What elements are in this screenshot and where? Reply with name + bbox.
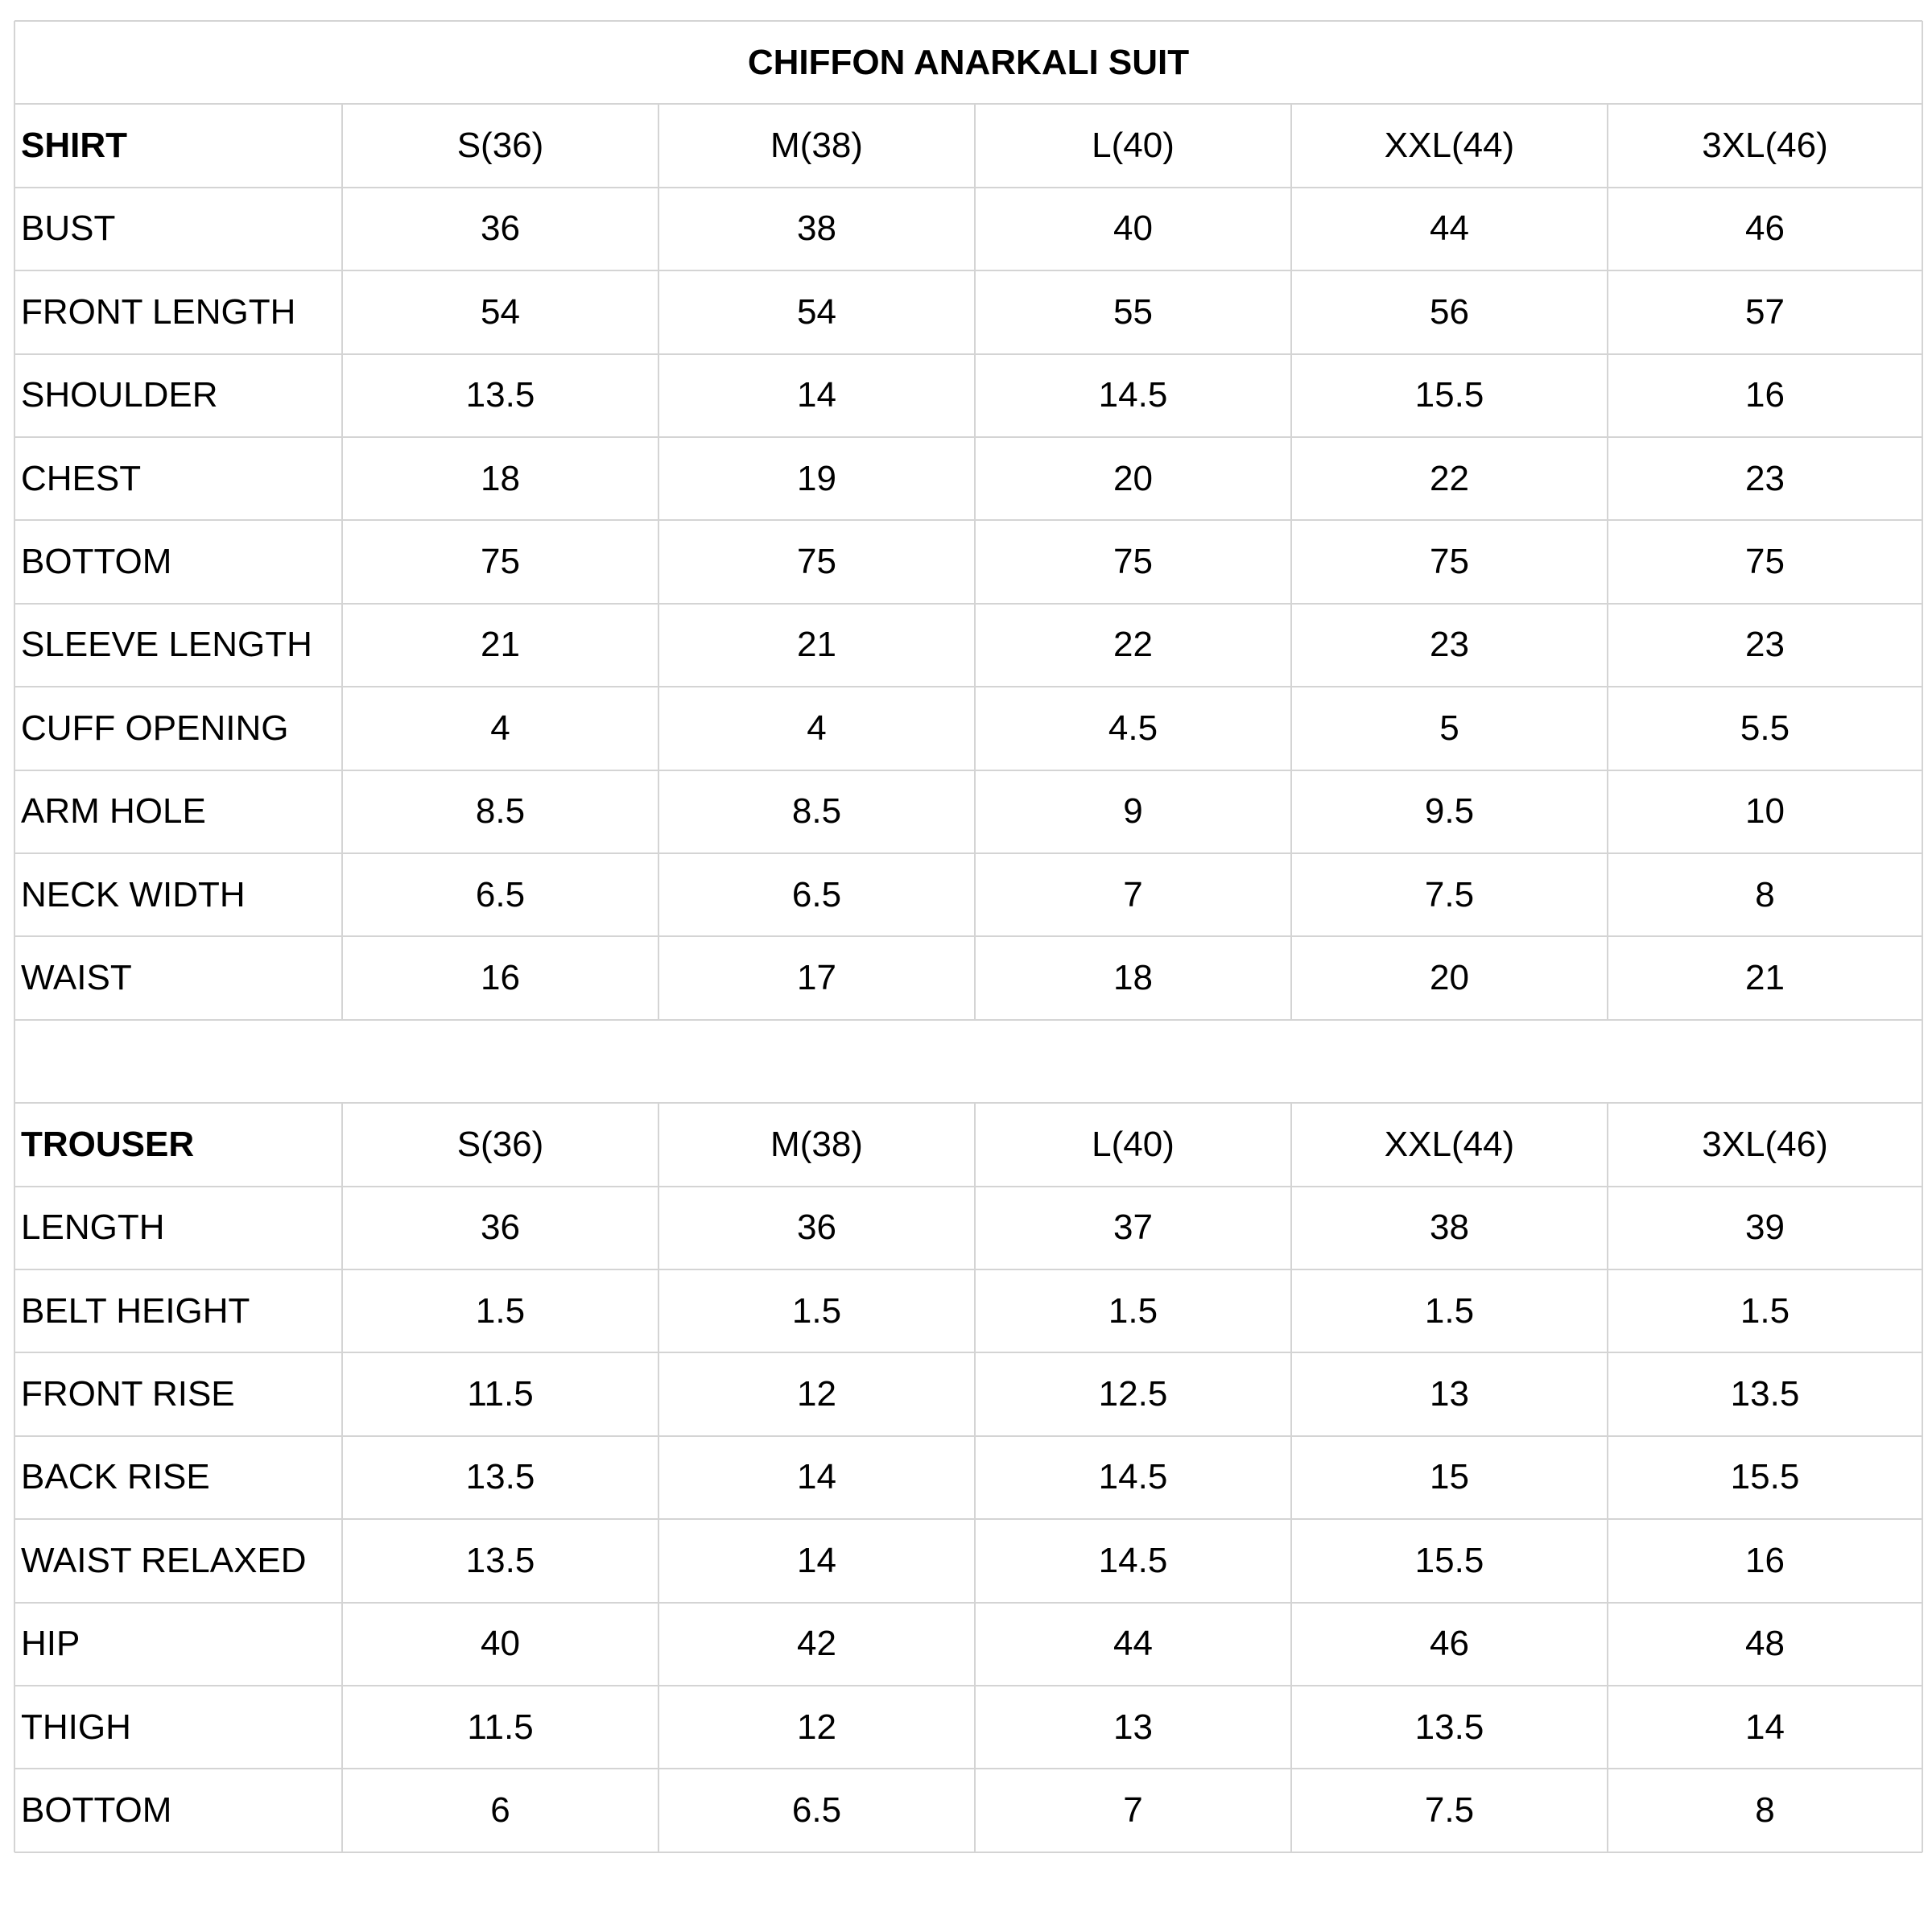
measurement-value: 46 xyxy=(1745,208,1785,249)
column-divider xyxy=(658,104,659,1019)
column-divider xyxy=(658,1103,659,1852)
measurement-value: 16 xyxy=(1745,375,1785,415)
measurement-value: 36 xyxy=(797,1208,836,1248)
measurement-value: 13.5 xyxy=(1414,1707,1484,1747)
measurement-value: 1.5 xyxy=(791,1290,842,1331)
row-divider xyxy=(14,270,1922,271)
column-divider xyxy=(1922,21,1923,1852)
measurement-value: 36 xyxy=(481,208,520,249)
measurement-value: 6.5 xyxy=(475,874,526,914)
measurement-value: 14.5 xyxy=(1098,1540,1168,1580)
column-divider xyxy=(974,1103,976,1852)
measurement-label: BUST xyxy=(21,208,116,249)
section-heading-trouser: TROUSER xyxy=(21,1124,195,1164)
measurement-value: 8.5 xyxy=(791,791,842,832)
measurement-value: 20 xyxy=(1113,458,1153,498)
row-divider xyxy=(14,1269,1922,1270)
row-divider xyxy=(14,770,1922,771)
measurement-value: 54 xyxy=(481,291,520,332)
row-divider xyxy=(14,1602,1922,1604)
measurement-value: 39 xyxy=(1745,1208,1785,1248)
column-divider xyxy=(341,104,343,1019)
measurement-value: 36 xyxy=(481,1208,520,1248)
measurement-label: CUFF OPENING xyxy=(21,708,289,748)
column-divider xyxy=(1607,104,1608,1019)
measurement-label: CHEST xyxy=(21,458,142,498)
measurement-value: 9 xyxy=(1123,791,1143,832)
measurement-value: 48 xyxy=(1745,1624,1785,1664)
measurement-value: 9.5 xyxy=(1424,791,1475,832)
measurement-value: 75 xyxy=(1745,542,1785,582)
measurement-value: 11.5 xyxy=(467,1374,534,1414)
row-divider xyxy=(14,1518,1922,1520)
measurement-value: 14.5 xyxy=(1098,375,1168,415)
measurement-label: BOTTOM xyxy=(21,542,172,582)
measurement-value: 14 xyxy=(797,1457,836,1497)
row-divider xyxy=(14,187,1922,188)
measurement-value: 14 xyxy=(797,375,836,415)
row-divider xyxy=(14,852,1922,854)
column-divider xyxy=(14,21,15,1852)
measurement-value: 15 xyxy=(1430,1457,1469,1497)
measurement-value: 19 xyxy=(797,458,836,498)
measurement-value: 15.5 xyxy=(1414,1540,1484,1580)
measurement-label: BOTTOM xyxy=(21,1790,172,1831)
measurement-value: 21 xyxy=(1745,958,1785,998)
row-divider xyxy=(14,1019,1922,1021)
measurement-value: 18 xyxy=(1113,958,1153,998)
row-divider xyxy=(14,436,1922,438)
measurement-value: 21 xyxy=(797,625,836,665)
measurement-value: 75 xyxy=(797,542,836,582)
measurement-value: 23 xyxy=(1430,625,1469,665)
measurement-value: 23 xyxy=(1745,625,1785,665)
measurement-value: 75 xyxy=(1113,542,1153,582)
measurement-value: 12 xyxy=(797,1374,836,1414)
measurement-value: 46 xyxy=(1430,1624,1469,1664)
measurement-value: 15.5 xyxy=(1730,1457,1800,1497)
measurement-value: 7 xyxy=(1123,1790,1143,1831)
row-divider xyxy=(14,1352,1922,1353)
measurement-value: 4 xyxy=(807,708,827,748)
row-divider xyxy=(14,935,1922,937)
measurement-label: WAIST RELAXED xyxy=(21,1540,307,1580)
measurement-value: 55 xyxy=(1113,291,1153,332)
measurement-value: 13 xyxy=(1430,1374,1469,1414)
measurement-label: BELT HEIGHT xyxy=(21,1290,250,1331)
column-divider xyxy=(1290,104,1292,1019)
measurement-value: 40 xyxy=(481,1624,520,1664)
row-divider xyxy=(14,519,1922,521)
table-title: CHIFFON ANARKALI SUIT xyxy=(747,42,1190,82)
row-divider xyxy=(14,1186,1922,1187)
measurement-label: HIP xyxy=(21,1624,80,1664)
column-divider xyxy=(341,1103,343,1852)
size-header-l40: L(40) xyxy=(1092,126,1174,166)
measurement-label: FRONT RISE xyxy=(21,1374,235,1414)
measurement-value: 12.5 xyxy=(1098,1374,1168,1414)
measurement-value: 21 xyxy=(481,625,520,665)
row-divider xyxy=(14,353,1922,355)
size-header-m38: M(38) xyxy=(770,126,863,166)
measurement-value: 4 xyxy=(490,708,510,748)
size-header-xxl44: XXL(44) xyxy=(1384,126,1515,166)
size-header-3xl46: 3XL(46) xyxy=(1702,1124,1828,1164)
measurement-value: 44 xyxy=(1113,1624,1153,1664)
measurement-value: 75 xyxy=(1430,542,1469,582)
measurement-value: 5.5 xyxy=(1740,708,1790,748)
measurement-value: 8 xyxy=(1755,874,1775,914)
column-divider xyxy=(974,104,976,1019)
measurement-value: 11.5 xyxy=(467,1707,534,1747)
measurement-value: 6 xyxy=(490,1790,510,1831)
measurement-value: 13.5 xyxy=(465,375,535,415)
row-divider xyxy=(14,1435,1922,1437)
measurement-value: 13.5 xyxy=(465,1457,535,1497)
measurement-value: 7.5 xyxy=(1424,1790,1475,1831)
measurement-value: 40 xyxy=(1113,208,1153,249)
measurement-value: 1.5 xyxy=(1740,1290,1790,1331)
measurement-value: 4.5 xyxy=(1108,708,1158,748)
measurement-label: ARM HOLE xyxy=(21,791,206,832)
row-divider xyxy=(14,1768,1922,1769)
measurement-value: 22 xyxy=(1430,458,1469,498)
measurement-value: 7 xyxy=(1123,874,1143,914)
row-divider xyxy=(14,20,1922,22)
measurement-value: 8 xyxy=(1755,1790,1775,1831)
size-header-l40: L(40) xyxy=(1092,1124,1174,1164)
row-divider xyxy=(14,1102,1922,1104)
section-heading-shirt: SHIRT xyxy=(21,126,127,166)
measurement-label: SHOULDER xyxy=(21,375,218,415)
row-divider xyxy=(14,103,1922,105)
measurement-value: 42 xyxy=(797,1624,836,1664)
measurement-value: 18 xyxy=(481,458,520,498)
measurement-value: 56 xyxy=(1430,291,1469,332)
size-header-s36: S(36) xyxy=(456,1124,544,1164)
measurement-value: 16 xyxy=(481,958,520,998)
measurement-value: 16 xyxy=(1745,1540,1785,1580)
measurement-value: 6.5 xyxy=(791,874,842,914)
measurement-value: 37 xyxy=(1113,1208,1153,1248)
measurement-value: 54 xyxy=(797,291,836,332)
row-divider xyxy=(14,603,1922,605)
measurement-value: 10 xyxy=(1745,791,1785,832)
measurement-value: 23 xyxy=(1745,458,1785,498)
measurement-value: 1.5 xyxy=(1424,1290,1475,1331)
measurement-label: SLEEVE LENGTH xyxy=(21,625,312,665)
measurement-value: 22 xyxy=(1113,625,1153,665)
measurement-value: 57 xyxy=(1745,291,1785,332)
measurement-value: 12 xyxy=(797,1707,836,1747)
measurement-value: 44 xyxy=(1430,208,1469,249)
measurement-label: LENGTH xyxy=(21,1208,165,1248)
measurement-value: 17 xyxy=(797,958,836,998)
measurement-label: WAIST xyxy=(21,958,132,998)
size-header-3xl46: 3XL(46) xyxy=(1702,126,1828,166)
measurement-label: BACK RISE xyxy=(21,1457,210,1497)
column-divider xyxy=(1607,1103,1608,1852)
column-divider xyxy=(1290,1103,1292,1852)
measurement-label: FRONT LENGTH xyxy=(21,291,296,332)
measurement-value: 6.5 xyxy=(791,1790,842,1831)
measurement-value: 5 xyxy=(1439,708,1459,748)
measurement-value: 7.5 xyxy=(1424,874,1475,914)
measurement-label: THIGH xyxy=(21,1707,131,1747)
measurement-value: 75 xyxy=(481,542,520,582)
row-divider xyxy=(14,686,1922,687)
measurement-value: 14.5 xyxy=(1098,1457,1168,1497)
measurement-value: 1.5 xyxy=(1108,1290,1158,1331)
size-chart-table xyxy=(14,21,1922,1853)
size-header-xxl44: XXL(44) xyxy=(1384,1124,1515,1164)
size-header-m38: M(38) xyxy=(770,1124,863,1164)
measurement-value: 13.5 xyxy=(1730,1374,1800,1414)
measurement-value: 8.5 xyxy=(475,791,526,832)
measurement-value: 13.5 xyxy=(465,1540,535,1580)
measurement-value: 15.5 xyxy=(1414,375,1484,415)
measurement-value: 20 xyxy=(1430,958,1469,998)
row-divider xyxy=(14,1852,1922,1853)
row-divider xyxy=(14,1685,1922,1686)
measurement-label: NECK WIDTH xyxy=(21,874,246,914)
measurement-value: 13 xyxy=(1113,1707,1153,1747)
measurement-value: 14 xyxy=(797,1540,836,1580)
measurement-value: 1.5 xyxy=(475,1290,526,1331)
measurement-value: 38 xyxy=(1430,1208,1469,1248)
measurement-value: 38 xyxy=(797,208,836,249)
size-header-s36: S(36) xyxy=(456,126,544,166)
measurement-value: 14 xyxy=(1745,1707,1785,1747)
